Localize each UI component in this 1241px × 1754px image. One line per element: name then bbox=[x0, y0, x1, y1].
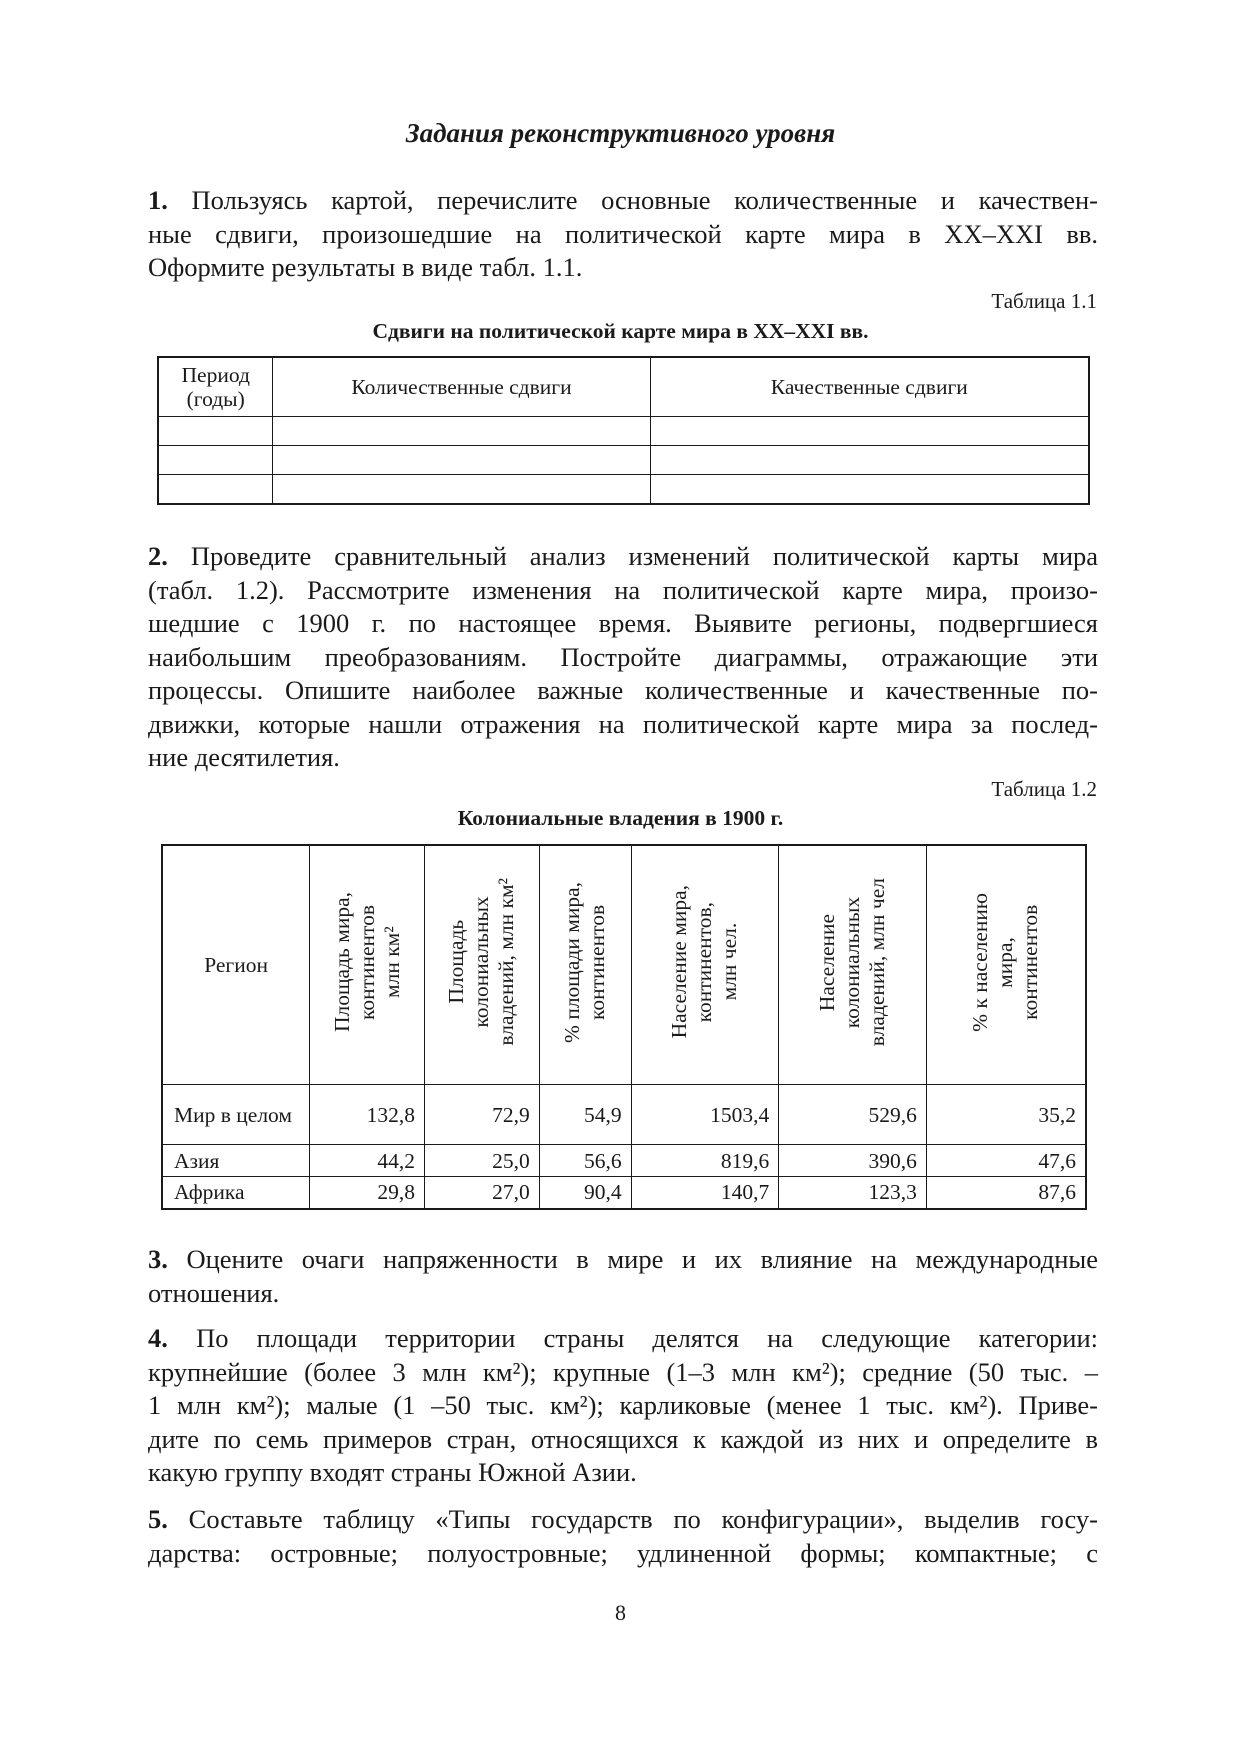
task-5-line-1: 5. Составьте таблицу «Типы государств по конфигурации», выделив госу- bbox=[148, 1504, 1099, 1534]
table-2-header-world-population: Население мира, континентов, млн чел. bbox=[631, 845, 779, 1085]
task-4-line-5: какую группу входят страны Южной Азии. bbox=[148, 1457, 637, 1487]
table-2-value-cell: 123,3 bbox=[779, 1177, 927, 1209]
table-2-value-cell: 132,8 bbox=[310, 1085, 425, 1145]
table-2-region-cell: Азия bbox=[162, 1145, 310, 1177]
task-2-number: 2. bbox=[148, 541, 168, 571]
table-2-value-cell: 90,4 bbox=[539, 1177, 631, 1209]
table-row bbox=[162, 1085, 1086, 1145]
table-2-value-cell: 1503,4 bbox=[631, 1085, 779, 1145]
task-4-line-2: крупнейшие (более 3 млн км²); крупные (1–3 млн км²); средние (50 тыс. – bbox=[148, 1356, 1098, 1387]
table-1-title: Сдвиги на политической карте мира в XX–XXI вв. bbox=[372, 319, 869, 343]
table-2-value-cell: 25,0 bbox=[424, 1145, 539, 1177]
table-1-cell bbox=[158, 417, 273, 446]
table-2-header-colonial-area: Площадь колониальных владений, млн км² bbox=[424, 845, 539, 1085]
task-2-line-6: движки, которые нашли отражения на политической карте мира за послед- bbox=[148, 708, 1098, 739]
table-1-row bbox=[158, 446, 1089, 475]
table-1-cell bbox=[650, 475, 1089, 505]
task-2-line-2: (табл. 1.2). Рассмотрите изменения на политической карте мира, произо- bbox=[148, 574, 1098, 605]
table-2-header-world-area: Площадь мира, континентов млн км² bbox=[310, 845, 425, 1085]
table-2-header-population-percent: % к населению мира, континентов bbox=[926, 845, 1086, 1085]
table-2-title: Колониальные владения в 1900 г. bbox=[457, 806, 784, 830]
task-3-paragraph bbox=[148, 1243, 1098, 1310]
task-4-line-4: дите по семь примеров стран, относящихся к каждой из них и определите в bbox=[148, 1423, 1098, 1454]
task-2-line-4: наибольшим преобразованиям. Постройте диаграммы, отражающие эти bbox=[148, 641, 1098, 672]
table-2-value-cell: 47,6 bbox=[926, 1145, 1086, 1177]
task-5-paragraph bbox=[148, 1503, 1098, 1570]
task-4-line-1: 4. По площади территории страны делятся на следующие категории: bbox=[148, 1323, 1099, 1353]
task-2-line-3: шедшие с 1900 г. по настоящее время. Выявите регионы, подвергшиеся bbox=[148, 608, 1098, 638]
page-number: 8 bbox=[615, 1600, 626, 1625]
table-2-value-cell: 819,6 bbox=[631, 1145, 779, 1177]
table-2-header-region: Регион bbox=[162, 845, 310, 1085]
task-3-line-2: отношения. bbox=[148, 1277, 280, 1308]
table-1-cell bbox=[650, 417, 1089, 446]
task-4-paragraph bbox=[148, 1322, 1098, 1490]
task-2-line-1: 2. Проведите сравнительный анализ изменений политической карты мира bbox=[148, 541, 1099, 571]
table-2-value-cell: 35,2 bbox=[926, 1085, 1086, 1145]
table-2-region-cell: Мир в целом bbox=[162, 1085, 310, 1145]
task-3-line-1: 3. Оцените очаги напряженности в мире и их влияние на международные bbox=[148, 1244, 1099, 1274]
table-2 bbox=[161, 844, 1087, 1210]
table-1-header-row bbox=[158, 357, 1089, 417]
table-1-header-qualitative: Качественные сдвиги bbox=[650, 357, 1089, 417]
table-1-cell bbox=[158, 475, 273, 505]
table-1-header-quantitative: Количественные сдвиги bbox=[273, 357, 650, 417]
table-2-value-cell: 529,6 bbox=[779, 1085, 927, 1145]
table-2-value-cell: 140,7 bbox=[631, 1177, 779, 1209]
table-2-value-cell: 44,2 bbox=[310, 1145, 425, 1177]
section-heading: Задания реконструктивного уровня bbox=[405, 118, 836, 148]
table-2-header-row bbox=[162, 845, 1086, 1085]
table-2-value-cell: 29,8 bbox=[310, 1177, 425, 1209]
table-1-cell bbox=[273, 417, 650, 446]
task-1-paragraph bbox=[148, 184, 1098, 285]
task-1-line-2: ные сдвиги, произошедшие на политической карте мира в XX–XXI вв. bbox=[148, 218, 1098, 249]
table-1-cell bbox=[273, 475, 650, 505]
table-1-cell bbox=[650, 446, 1089, 475]
task-4-number: 4. bbox=[148, 1323, 168, 1353]
task-2-line-5: процессы. Опишите наиболее важные количественные и качественные по- bbox=[148, 675, 1098, 705]
table-row bbox=[162, 1145, 1086, 1177]
table-2-value-cell: 72,9 bbox=[424, 1085, 539, 1145]
table-2-value-cell: 56,6 bbox=[539, 1145, 631, 1177]
table-1-cell bbox=[158, 446, 273, 475]
task-1-line-3: Оформите результаты в виде табл. 1.1. bbox=[148, 252, 583, 282]
task-1-number: 1. bbox=[148, 185, 168, 215]
table-2-header-colonial-population: Население колониальных владений, млн чел bbox=[779, 845, 927, 1085]
task-2-line-7: ние десятилетия. bbox=[148, 742, 340, 772]
task-3-number: 3. bbox=[148, 1244, 168, 1274]
table-1-caption: Таблица 1.1 bbox=[991, 289, 1097, 313]
table-2-value-cell: 390,6 bbox=[779, 1145, 927, 1177]
table-2-value-cell: 27,0 bbox=[424, 1177, 539, 1209]
table-2-value-cell: 54,9 bbox=[539, 1085, 631, 1145]
task-5-line-2: дарства: островные; полуостровные; удлиненной формы; компактные; с bbox=[148, 1537, 1098, 1568]
table-1-header-period: Период (годы) bbox=[158, 357, 273, 417]
table-2-region-cell: Африка bbox=[162, 1177, 310, 1209]
task-2-paragraph bbox=[148, 540, 1098, 775]
task-5-number: 5. bbox=[148, 1504, 168, 1534]
table-1-cell bbox=[273, 446, 650, 475]
table-1 bbox=[157, 356, 1090, 505]
table-2-header-area-percent: % площади мира, континентов bbox=[539, 845, 631, 1085]
table-2-caption: Таблица 1.2 bbox=[991, 777, 1097, 801]
table-2-value-cell: 87,6 bbox=[926, 1177, 1086, 1209]
table-row bbox=[162, 1177, 1086, 1209]
table-1-row bbox=[158, 475, 1089, 505]
task-1-line-1: 1. Пользуясь картой, перечислите основные количественные и качествен- bbox=[148, 185, 1098, 215]
task-4-line-3: 1 млн км²); малые (1 –50 тыс. км²); карликовые (менее 1 тыс. км²). Приве- bbox=[148, 1390, 1098, 1420]
table-1-row bbox=[158, 417, 1089, 446]
